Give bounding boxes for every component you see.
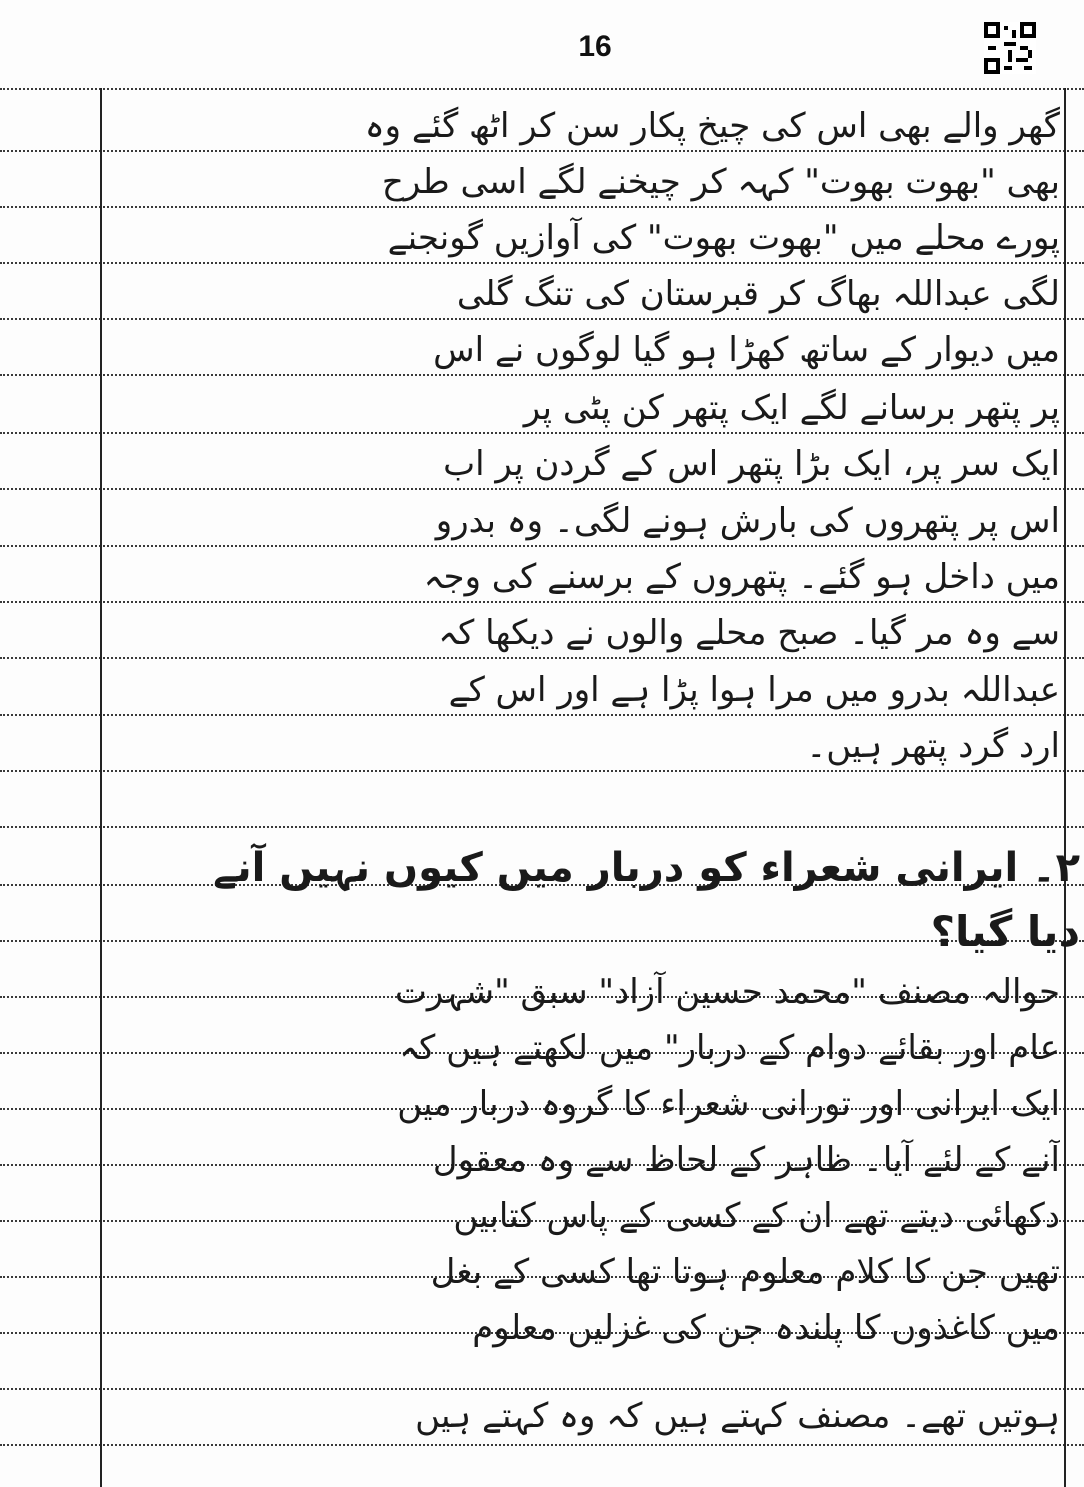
answer-line: تھیں جن کا کلام معلوم ہوتا تھا کسی کے بغل bbox=[430, 1252, 1060, 1292]
story-line: ارد گرد پتھر ہیں۔ bbox=[806, 726, 1060, 766]
right-margin-line bbox=[1064, 88, 1066, 1487]
answer-line: میں کاغذوں کا پلندہ جن کی غزلیں معلوم bbox=[472, 1308, 1060, 1348]
story-line: اس پر پتھروں کی بارش ہونے لگی۔ وہ بدرو bbox=[435, 501, 1060, 541]
story-line: گھر والے بھی اس کی چیخ پکار سن کر اٹھ گئے وہ bbox=[364, 106, 1060, 146]
story-line: میں دیوار کے ساتھ کھڑا ہو گیا لوگوں نے اس bbox=[433, 330, 1060, 370]
ruled-line bbox=[0, 1444, 1084, 1446]
qr-code-icon bbox=[984, 22, 1036, 74]
story-line: ایک سر پر، ایک بڑا پتھر اس کے گردن پر اب bbox=[443, 444, 1060, 484]
page-number: 16 bbox=[578, 30, 612, 63]
story-line: لگی عبداللہ بھاگ کر قبرستان کی تنگ گلی bbox=[456, 274, 1060, 314]
story-line: پورے محلے میں "بھوت بھوت" کی آوازیں گونجنے bbox=[387, 218, 1060, 258]
story-line: عبداللہ بدرو میں مرا ہوا پڑا ہے اور اس کے bbox=[448, 670, 1060, 710]
ruled-line bbox=[0, 88, 1084, 90]
story-line: بھی "بھوت بھوت" کہہ کر چیخنے لگے اسی طرح bbox=[381, 162, 1060, 202]
answer-line: عام اور بقائے دوام کے دربار" میں لکھتے ہیں کہ bbox=[399, 1028, 1060, 1068]
ruled-line bbox=[0, 826, 1084, 828]
answer-line: حوالہ مصنف "محمد حسین آزاد" سبق "شہرت bbox=[394, 972, 1060, 1012]
answer-line: دکھائی دیتے تھے ان کے کسی کے پاس کتابیں bbox=[453, 1196, 1060, 1236]
story-line: سے وہ مر گیا۔ صبح محلے والوں نے دیکھا کہ bbox=[438, 613, 1060, 653]
answer-line: آنے کے لئے آیا۔ ظاہر کے لحاظ سے وہ معقول bbox=[432, 1140, 1060, 1180]
answer-line: ایک ایرانی اور تورانی شعراء کا گروہ دربار میں bbox=[397, 1084, 1060, 1124]
question-heading: ۲۔ ایرانی شعراء کو دربار میں کیوں نہیں آنے bbox=[213, 845, 1080, 891]
answer-line: ہوتیں تھے۔ مصنف کہتے ہیں کہ وہ کہتے ہیں bbox=[415, 1396, 1060, 1436]
question-heading-continued: دیا گیا؟ bbox=[930, 907, 1080, 956]
story-line: پر پتھر برسانے لگے ایک پتھر کن پٹی پر bbox=[523, 388, 1060, 428]
story-line: میں داخل ہو گئے۔ پتھروں کے برسنے کی وجہ bbox=[423, 557, 1060, 597]
